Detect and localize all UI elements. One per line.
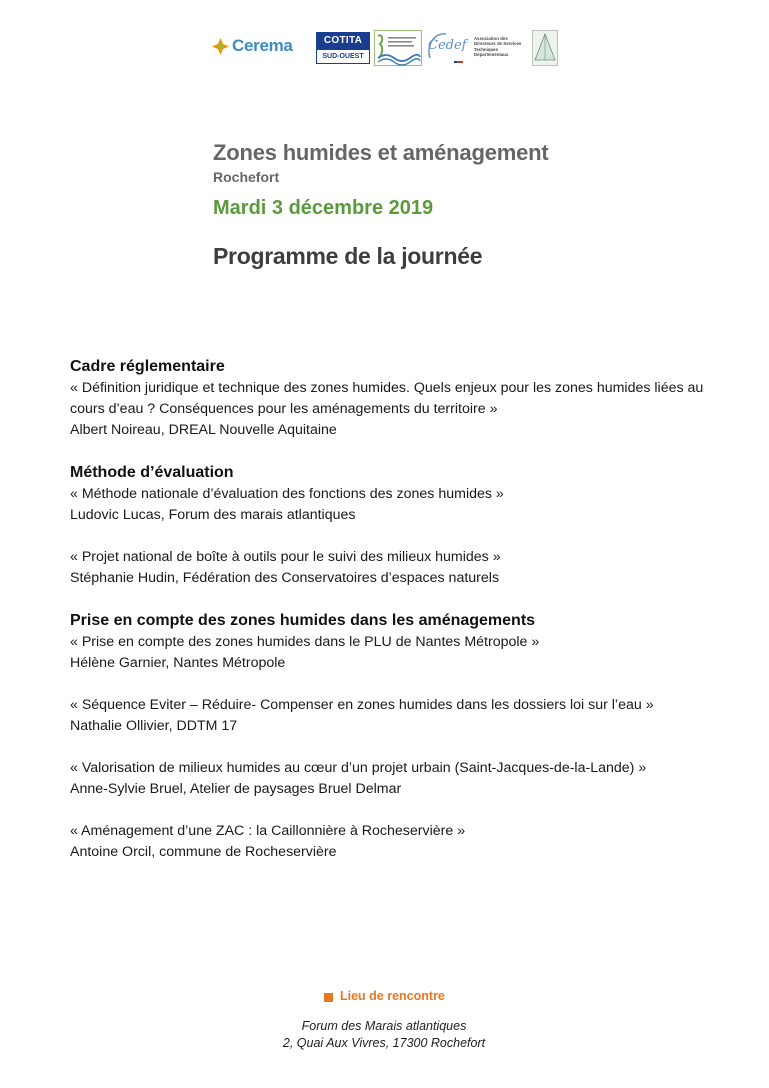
talk-speaker: Anne-Sylvie Bruel, Atelier de paysages Bruel Delmar: [70, 781, 402, 797]
section-title: Méthode d’évaluation: [70, 464, 234, 481]
programme-heading: Programme de la journée: [213, 243, 483, 269]
talk-title: « Séquence Eviter – Réduire- Compenser en zones humides dans les dossiers loi sur l’eau »: [70, 697, 654, 713]
cerema-mark-icon: [212, 38, 229, 55]
cedef-wordmark: Cedef: [428, 38, 467, 53]
programme-talk: [70, 758, 730, 800]
event-date: Mardi 3 décembre 2019: [213, 197, 434, 219]
venue-label-text: Lieu de rencontre: [340, 989, 445, 1003]
talk-title: « Valorisation de milieux humides au cœur d’un projet urbain (Saint-Jacques-de-la-Lande) »: [70, 760, 647, 776]
partner-logos: [212, 28, 558, 68]
cotita-logo: [316, 32, 370, 64]
cerema-wordmark: Cerema: [232, 36, 293, 55]
programme-talk: [70, 821, 730, 863]
programme-talk: [70, 484, 730, 526]
section-title: Cadre réglementaire: [70, 358, 225, 375]
talk-title: « Prise en compte des zones humides dans le PLU de Nantes Métropole »: [70, 634, 540, 650]
talk-speaker: Nathalie Ollivier, DDTM 17: [70, 718, 238, 734]
programme-talk: [70, 378, 730, 441]
programme-list: [70, 356, 730, 884]
talk-title: « Projet national de boîte à outils pour le suivi des milieux humides »: [70, 549, 501, 565]
programme-section: [70, 610, 730, 863]
programme-talk: [70, 695, 730, 737]
event-title: Zones humides et aménagement: [213, 140, 549, 165]
cedef-logo: [424, 28, 468, 68]
programme-section: [70, 462, 730, 589]
talk-title: « Définition juridique et technique des zones humides. Quels enjeux pour les zones humides liées au cours d’eau ? Conséquences pour les aménagements du territoire »: [70, 380, 704, 417]
event-city: Rochefort: [213, 169, 280, 185]
talk-title: « Méthode nationale d’évaluation des fonctions des zones humides »: [70, 486, 504, 502]
forum-marais-logo: [374, 30, 422, 66]
talk-speaker: Hélène Garnier, Nantes Métropole: [70, 655, 286, 671]
venue-address: 2, Quai Aux Vivres, 17300 Rochefort: [282, 1036, 486, 1050]
programme-talk: [70, 632, 730, 674]
cotita-wordmark: COTITA: [316, 32, 370, 49]
venue-address-block: [200, 1018, 568, 1052]
venue-name: Forum des Marais atlantiques: [301, 1019, 467, 1033]
cerema-logo: [212, 34, 308, 60]
cotita-region: SUD-OUEST: [316, 49, 370, 64]
adsd-pyramid-icon: [532, 30, 558, 66]
orange-square-icon: [324, 993, 333, 1002]
adsd-logo: [470, 30, 558, 66]
programme-talk: [70, 547, 730, 589]
programme-section: [70, 356, 730, 441]
talk-speaker: Stéphanie Hudin, Fédération des Conservatoires d’espaces naturels: [70, 570, 500, 586]
talk-title: « Aménagement d’une ZAC : la Caillonnière à Rocheservière »: [70, 823, 466, 839]
forum-marais-emblem-icon: [374, 30, 422, 66]
adsd-name: Association des Directeurs de Services Techniques Départementaux: [474, 36, 522, 58]
talk-speaker: Albert Noireau, DREAL Nouvelle Aquitaine: [70, 422, 337, 438]
talk-speaker: Ludovic Lucas, Forum des marais atlantiques: [70, 507, 356, 523]
talk-speaker: Antoine Orcil, commune de Rocheservière: [70, 844, 337, 860]
section-title: Prise en compte des zones humides dans les aménagements: [70, 612, 536, 629]
